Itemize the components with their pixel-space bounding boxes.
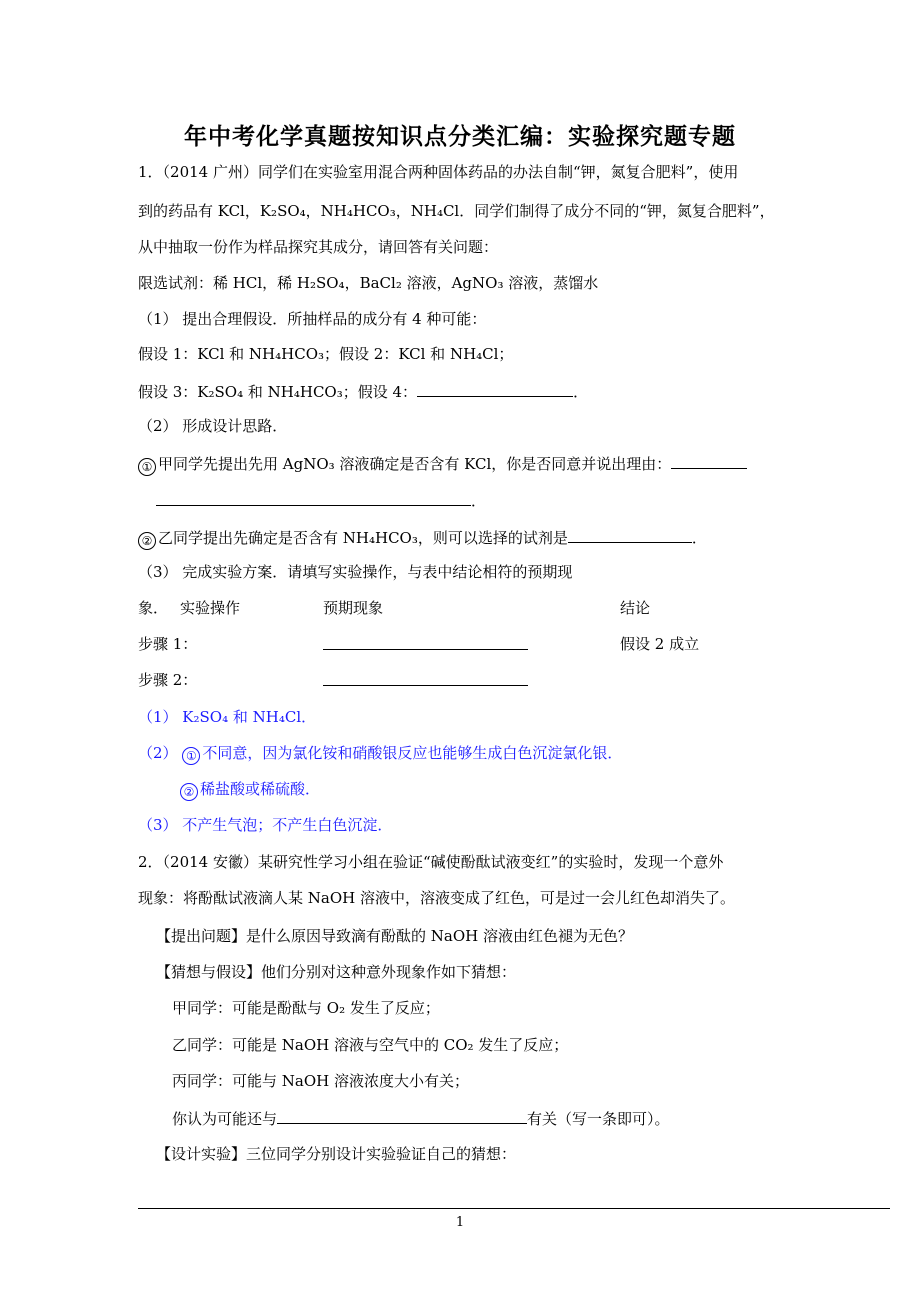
q1-hypotheses-3-4 — [138, 380, 588, 403]
table-conclusion1: 假设 2 成立 — [620, 635, 700, 653]
footer-divider — [138, 1208, 890, 1209]
part2-b-text: 乙同学提出先确定是否含有 NH₄HCO₃，则可以选择的试剂是 — [158, 529, 568, 547]
answer-2a — [138, 742, 622, 765]
q2-line2: 现象：将酚酞试液滴人某 NaOH 溶液中，溶液变成了红色，可是过一会儿红色却消失了。 — [138, 889, 735, 907]
q2-guess: 【猜想与假设】他们分别对这种意外现象作如下猜想： — [156, 963, 517, 981]
q1-part1: （1） 提出合理假设．所抽样品的成分有 4 种可能： — [138, 310, 487, 328]
q2-design: 【设计实验】三位同学分别设计实验验证自己的猜想： — [156, 1145, 517, 1163]
table-lead: 象． — [138, 599, 169, 617]
step1-blank-cell — [323, 633, 528, 656]
q2-you — [172, 1107, 670, 1130]
table-step1: 步骤 1： — [138, 635, 198, 653]
q1-line1: 1．（2014 广州）同学们在实验室用混合两种固体药品的办法自制“钾，氮复合肥料”，使用 — [138, 163, 739, 181]
hypothesis4-blank[interactable] — [417, 380, 573, 397]
reason-blank-1[interactable] — [671, 452, 747, 469]
part2-a-text: 甲同学先提出先用 AgNO₃ 溶液确定是否含有 KCl，你是否同意并说出理由： — [158, 455, 672, 473]
q2-question: 【提出问题】是什么原因导致滴有酚酞的 NaOH 溶液由红色褪为无色？ — [156, 927, 633, 945]
table-step2: 步骤 2： — [138, 671, 198, 689]
period: ． — [471, 492, 487, 510]
q1-line3: 从中抽取一份作为样品探究其成分，请回答有关问题： — [138, 238, 499, 256]
circled-two: ② — [180, 783, 198, 801]
reagent-blank[interactable] — [568, 526, 692, 543]
q2-jia: 甲同学：可能是酚酞与 O₂ 发生了反应； — [172, 999, 440, 1017]
circled-two: ② — [138, 532, 156, 550]
q1-part2-b — [138, 526, 707, 550]
table-header-conclusion: 结论 — [620, 599, 651, 617]
you-post-text: 有关（写一条即可）。 — [527, 1110, 670, 1128]
q1-part2-a-cont — [156, 489, 486, 512]
q1-line2: 到的药品有 KCl，K₂SO₄，NH₄HCO₃，NH₄Cl．同学们制得了成分不同的“钾，氮复合肥料”， — [138, 202, 775, 220]
q1-reagents: 限选试剂：稀 HCl，稀 H₂SO₄，BaCl₂ 溶液，AgNO₃ 溶液，蒸馏水 — [138, 274, 599, 292]
hypotheses-3-4-text: 假设 3：K₂SO₄ 和 NH₄HCO₃；假设 4： — [138, 383, 418, 401]
answer-2-label: （2） — [138, 744, 178, 762]
page-title: 年中考化学真题按知识点分类汇编：实验探究题专题 — [184, 124, 736, 150]
answer-2b — [180, 778, 320, 801]
reason-blank-2[interactable] — [156, 489, 471, 506]
period: ． — [573, 383, 589, 401]
guess-blank[interactable] — [277, 1107, 527, 1124]
q1-part3: （3） 完成实验方案．请填写实验操作，与表中结论相符的预期现 — [138, 563, 573, 581]
table-header-phenomenon: 预期现象 — [323, 599, 384, 617]
step2-blank-cell — [323, 669, 528, 692]
circled-one: ① — [138, 458, 156, 476]
you-pre-text: 你认为可能还与 — [172, 1110, 278, 1128]
answer-2b-text: 稀盐酸或稀硫酸． — [200, 780, 321, 798]
q1-part2: （2） 形成设计思路． — [138, 417, 288, 435]
circled-one: ① — [182, 747, 200, 765]
q2-line1: 2．（2014 安徽）某研究性学习小组在验证“碱使酚酞试液变红”的实验时，发现一个意外 — [138, 853, 724, 871]
answer-1: （1） K₂SO₄ 和 NH₄Cl． — [138, 708, 317, 726]
period: ． — [691, 529, 707, 547]
q2-yi: 乙同学：可能是 NaOH 溶液与空气中的 CO₂ 发生了反应； — [172, 1036, 569, 1054]
q1-hypotheses-1-2: 假设 1：KCl 和 NH₄HCO₃；假设 2：KCl 和 NH₄Cl； — [138, 345, 514, 363]
q1-part2-a — [138, 452, 747, 476]
q2-bing: 丙同学：可能与 NaOH 溶液浓度大小有关； — [172, 1072, 469, 1090]
step2-blank[interactable] — [323, 669, 528, 686]
table-header-operation: 实验操作 — [180, 599, 241, 617]
answer-3: （3） 不产生气泡；不产生白色沉淀． — [138, 816, 393, 834]
page-number: 1 — [455, 1215, 465, 1230]
answer-2a-text: 不同意，因为氯化铵和硝酸银反应也能够生成白色沉淀氯化银． — [202, 744, 623, 762]
step1-blank[interactable] — [323, 633, 528, 650]
